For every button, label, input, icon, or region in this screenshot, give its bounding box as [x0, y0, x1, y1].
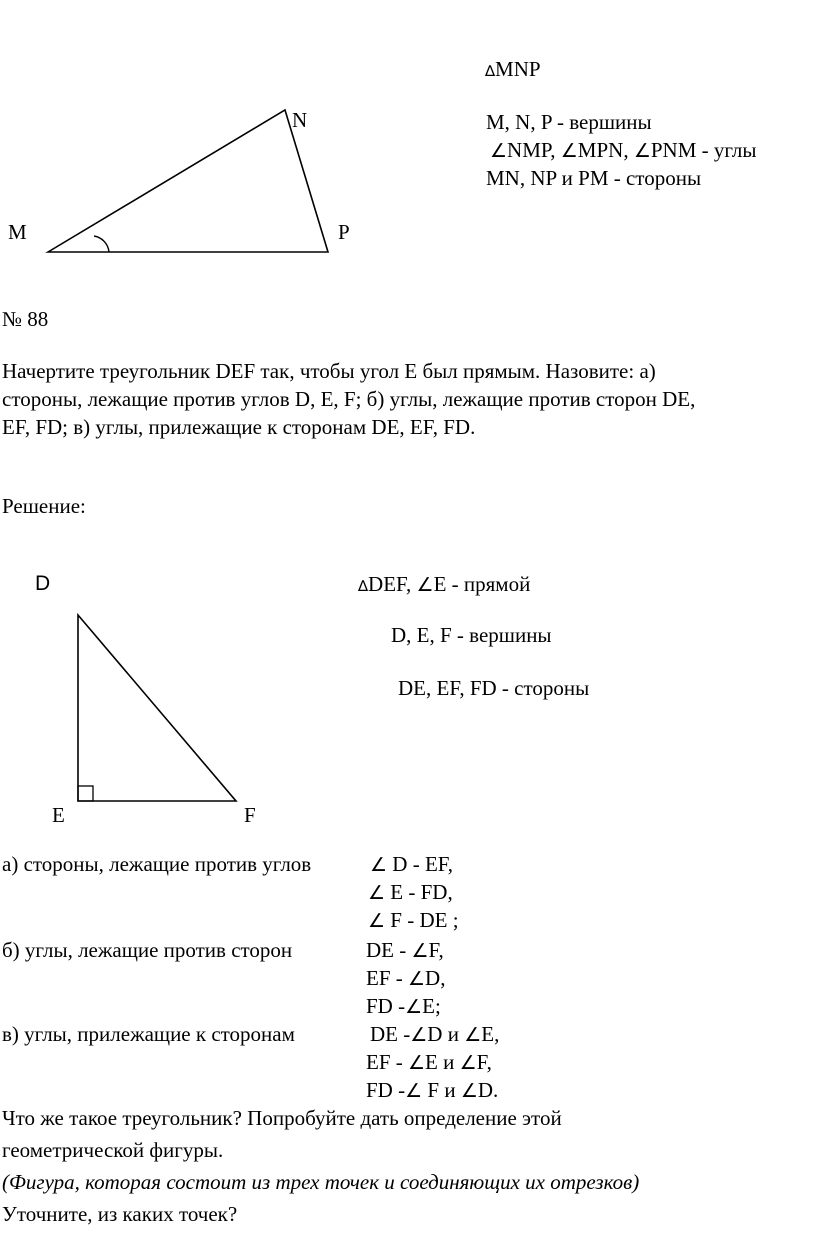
- triangle-def-heading: [358, 574, 530, 595]
- angle-symbol: ∠: [464, 1024, 482, 1046]
- answer-c-angle: D и: [427, 1022, 459, 1046]
- answer-c-angle: E и: [425, 1050, 455, 1074]
- angle-symbol: ∠: [459, 1052, 477, 1074]
- problem-text-line-2: стороны, лежащие против углов D, E, F; б) углы, лежащие против сторон DE,: [2, 387, 696, 411]
- answer-b-item: [366, 996, 441, 1017]
- sides-def: DE, EF, FD - стороны: [398, 676, 590, 700]
- label-m: M: [8, 220, 27, 244]
- closing-question-line-2: геометрической фигуры.: [2, 1138, 224, 1162]
- angles-mnp: [490, 140, 757, 161]
- vertices-def: D, E, F - вершины: [391, 623, 552, 647]
- closing-question-line-1: Что же такое треугольник? Попробуйте дать определение этой: [2, 1106, 562, 1130]
- answer-a-label: а) стороны, лежащие против углов: [2, 852, 312, 876]
- answer-a-item: [368, 882, 453, 903]
- angle-symbol: ∠: [633, 140, 651, 162]
- angle-symbol: ∠: [460, 1080, 478, 1102]
- answer-a-text: E - FD,: [390, 880, 453, 904]
- angle-symbol: ∠: [405, 1080, 423, 1102]
- answer-b-angle: E;: [422, 994, 441, 1018]
- label-e: E: [52, 803, 65, 827]
- answer-b-angle: D,: [425, 966, 446, 990]
- triangle-mnp-heading: [485, 59, 541, 80]
- answer-b-item: [366, 968, 445, 989]
- answer-b-side: FD -: [366, 994, 406, 1018]
- angle-pnm: PNM - углы: [650, 138, 757, 162]
- angle-symbol: ∠: [368, 882, 386, 904]
- angle-symbol: ∠: [490, 140, 508, 162]
- answer-c-item: [370, 1024, 499, 1045]
- angle-mpn: MPN,: [577, 138, 629, 162]
- answer-b-item: [366, 940, 444, 961]
- right-angle-note: E - прямой: [433, 572, 531, 596]
- answer-b-label: б) углы, лежащие против сторон: [2, 938, 293, 962]
- triangle-def-name: DEF,: [368, 572, 412, 596]
- angle-symbol: ∠: [416, 574, 434, 596]
- answer-c-angle: E,: [481, 1022, 500, 1046]
- answer-a-item: [368, 910, 459, 931]
- angle-symbol: ∠: [560, 140, 578, 162]
- answer-a-item: [370, 854, 453, 875]
- angle-symbol: ∠: [411, 940, 429, 962]
- answer-a-text: D - EF,: [392, 852, 454, 876]
- answer-c-item: [366, 1052, 492, 1073]
- triangle-symbol: ∆: [485, 62, 496, 80]
- answer-a-text: F - DE ;: [390, 908, 459, 932]
- angle-symbol: ∠: [408, 1052, 426, 1074]
- triangle-name: MNP: [495, 57, 541, 81]
- answer-b-side: EF -: [366, 966, 403, 990]
- label-f: F: [244, 803, 256, 827]
- answer-c-item: [366, 1080, 498, 1101]
- answer-c-side: FD -: [366, 1078, 406, 1102]
- closing-followup: Уточните, из каких точек?: [2, 1202, 238, 1226]
- vertices-mnp: M, N, P - вершины: [486, 110, 652, 134]
- solution-label: Решение:: [2, 494, 86, 518]
- closing-answer-italic: (Фигура, которая состоит из трех точек и соединяющих их отрезков): [2, 1170, 640, 1194]
- answer-c-angle: D.: [477, 1078, 499, 1102]
- sides-mnp: MN, NP и PM - стороны: [486, 166, 702, 190]
- triangle-symbol: ∆: [358, 577, 369, 595]
- label-d: D: [35, 572, 51, 595]
- label-n: N: [292, 108, 308, 132]
- answer-b-side: DE -: [366, 938, 407, 962]
- problem-text-line-3: EF, FD; в) углы, прилежащие к сторонам DE, EF, FD.: [2, 415, 476, 439]
- answer-c-side: DE -: [370, 1022, 411, 1046]
- angle-symbol: ∠: [368, 910, 386, 932]
- angle-symbol: ∠: [410, 1024, 428, 1046]
- angle-nmp: NMP,: [507, 138, 556, 162]
- angle-symbol: ∠: [370, 854, 388, 876]
- answer-c-angle: F и: [427, 1078, 456, 1102]
- angle-symbol: ∠: [405, 996, 423, 1018]
- answer-c-label: в) углы, прилежащие к сторонам: [2, 1022, 295, 1046]
- answer-c-angle: F,: [476, 1050, 492, 1074]
- problem-number: № 88: [2, 307, 49, 331]
- answer-b-angle: F,: [428, 938, 444, 962]
- answer-c-side: EF -: [366, 1050, 403, 1074]
- problem-text-line-1: Начертите треугольник DEF так, чтобы угол E был прямым. Назовите: а): [2, 359, 656, 383]
- angle-symbol: ∠: [408, 968, 426, 990]
- label-p: P: [338, 220, 350, 244]
